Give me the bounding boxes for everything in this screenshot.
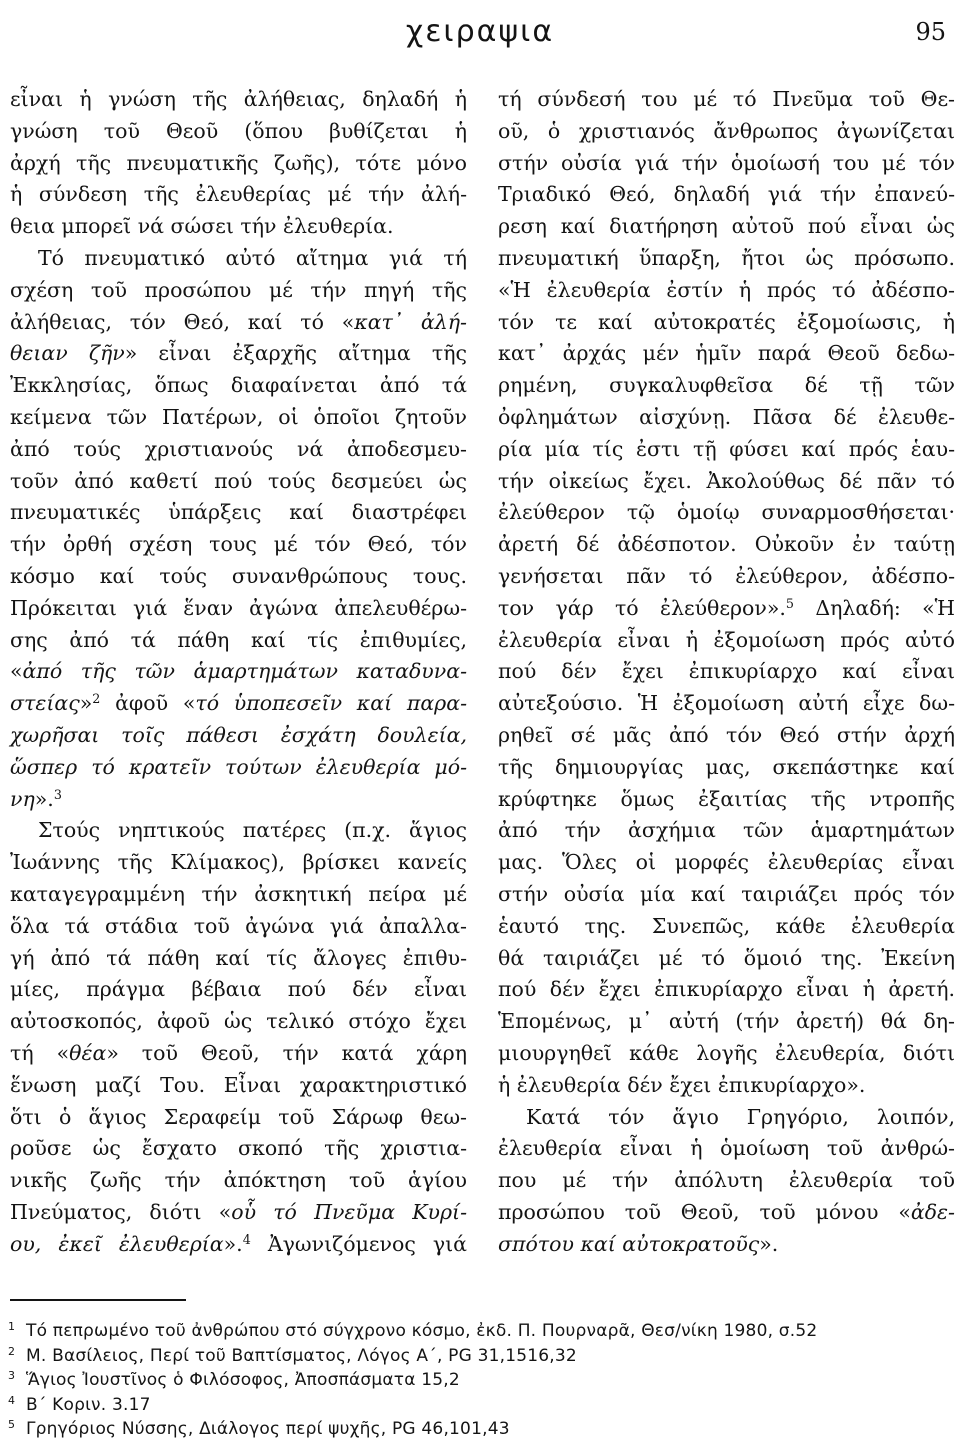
- text-run: κατ᾽ ἀρχάς μέν ἡμῖν παρά Θεοῦ δεδω-: [498, 341, 955, 366]
- text-line: [498, 847, 955, 879]
- text-run: καταγεγραμμένη τήν ἀσκητική πείρα μέ: [10, 881, 467, 906]
- text-line: [498, 943, 955, 975]
- text-run: Ἐκκλησίας, ὅπως διαφαίνεται ἀπό τά: [10, 373, 467, 398]
- text-line: [10, 466, 467, 498]
- text-line: [10, 1229, 467, 1261]
- text-run: ἡ ἐλευθερία δέν ἔχει ἐπικυρίαρχο».: [498, 1072, 866, 1097]
- italic-text: ἀδε-: [910, 1199, 955, 1224]
- text-run: ».: [759, 1231, 779, 1256]
- paragraph: [10, 243, 467, 815]
- text-line: [498, 561, 955, 593]
- text-line: [10, 529, 467, 561]
- text-run: ».: [223, 1231, 243, 1256]
- text-line: [10, 815, 467, 847]
- text-run: ἀπό τήν ἀσχήμια τῶν ἁμαρτημάτων: [498, 818, 955, 843]
- text-line: [10, 1165, 467, 1197]
- footnote-rule: [10, 1299, 186, 1301]
- italic-text: κατ᾽ ἀλή-: [354, 309, 467, 334]
- text-line: [10, 179, 467, 211]
- text-run: ἕνωση μαζί Του. Εἶναι χαρακτηριστικό: [10, 1072, 467, 1097]
- text-line: [498, 815, 955, 847]
- italic-text: οὗ τό Πνεῦμα Κυρί-: [231, 1199, 467, 1224]
- text-line: [498, 243, 955, 275]
- text-run: αὐτεξούσιο. Ἡ ἐξομοίωση αὐτή εἶχε δω-: [498, 691, 955, 716]
- text-run: Δηλαδή: «Ἡ: [794, 595, 955, 620]
- paragraph: [10, 815, 467, 1260]
- text-run: σχέση τοῦ προσώπου μέ τήν πηγή τῆς: [10, 277, 467, 302]
- text-run: μας. Ὅλες οἱ μορφές ἐλευθερίας εἶναι: [498, 850, 955, 875]
- italic-text: ὥσπερ τό κρατεῖν τούτων ἐλευθερία μό-: [10, 754, 467, 779]
- text-run: ρημένη, συγκαλυφθεῖσα δέ τῇ τῶν: [498, 373, 955, 398]
- text-line: [10, 243, 467, 275]
- text-run: ὀφλημάτων αἰσχύνῃ. Πᾶσα δέ ἐλευθε-: [498, 404, 955, 429]
- italic-text: στείας: [10, 691, 80, 716]
- text-line: [498, 116, 955, 148]
- text-run: ἐλεύθερον τῷ ὁμοίῳ συναρμοσθήσεται·: [498, 500, 955, 525]
- footnote: [8, 1345, 948, 1370]
- text-line: [10, 148, 467, 180]
- text-line: [10, 1197, 467, 1229]
- text-run: τή «: [10, 1040, 70, 1065]
- running-title: χειραψια: [405, 14, 555, 49]
- text-run: στήν οὐσία γιά τήν ὁμοίωσή του μέ τόν: [498, 150, 955, 175]
- text-line: [498, 338, 955, 370]
- text-run: «: [10, 659, 23, 684]
- text-run: Τριαδικό Θεό, δηλαδή γιά τήν ἐπανεύ-: [498, 182, 955, 207]
- text-line: [10, 688, 467, 720]
- text-line: [10, 720, 467, 752]
- text-line: [498, 466, 955, 498]
- text-line: [10, 784, 467, 816]
- text-run: ἐλευθερία εἶναι ἡ ὁμοίωση τοῦ ἀνθρώ-: [498, 1136, 955, 1161]
- text-run: πού δέν ἔχει ἐπικυρίαρχο εἶναι ἡ ἀρετή.: [498, 977, 955, 1002]
- text-run: τοῦν ἀπό καθετί πού τούς δεσμεύει ὡς: [10, 468, 467, 493]
- italic-text: χωρῆσαι τοῖς πάθεσι ἐσχάτη δουλεία,: [10, 722, 467, 747]
- text-run: » εἶναι ἐξαρχῆς αἴτημα τῆς: [124, 341, 467, 366]
- italic-text: νη: [10, 786, 35, 811]
- text-line: [498, 370, 955, 402]
- footnote-reference: 5: [785, 595, 794, 611]
- text-run: «Ἡ ἐλευθερία ἐστίν ἡ πρός τό ἀδέσπο-: [498, 277, 955, 302]
- text-line: [10, 497, 467, 529]
- text-line: [498, 275, 955, 307]
- footnote-reference: 2: [92, 691, 101, 707]
- text-line: [498, 497, 955, 529]
- italic-text: ἀπό τῆς τῶν ἁμαρτημάτων καταδυνα-: [22, 659, 467, 684]
- text-line: [498, 656, 955, 688]
- text-line: [498, 752, 955, 784]
- text-run: πνευματικές ὑπάρξεις καί διαστρέφει: [10, 500, 467, 525]
- text-run: προσώπου τοῦ Θεοῦ, τοῦ μόνου «: [498, 1199, 911, 1224]
- paragraph: [498, 1102, 955, 1261]
- text-line: [10, 1102, 467, 1134]
- text-run: μιουργηθεῖ κάθε λογῆς ἐλευθερία, διότι: [498, 1040, 955, 1065]
- left-column: [10, 84, 467, 1260]
- footnote-number: 4: [8, 1393, 16, 1407]
- text-run: Πνεύματος, διότι «: [10, 1199, 232, 1224]
- text-run: Ἀγωνιζόμενος γιά: [250, 1231, 467, 1256]
- text-line: [10, 1006, 467, 1038]
- text-run: τήν οἰκείως ἔχει. Ἀκολούθως δέ πᾶν τό: [498, 468, 955, 493]
- text-run: τῆς δημιουργίας μας, σκεπάστηκε καί: [498, 754, 955, 779]
- text-run: γή ἀπό τά πάθη καί τίς ἄλογες ἐπιθυ-: [10, 945, 467, 970]
- text-run: » τοῦ Θεοῦ, τήν κατά χάρη: [106, 1040, 468, 1065]
- text-line: [498, 879, 955, 911]
- text-run: θά ταιριάζει μέ τό ὅμοιό της. Ἐκείνη: [498, 945, 955, 970]
- italic-text: θέα: [69, 1040, 107, 1065]
- text-line: [498, 1006, 955, 1038]
- text-run: κόσμο καί τούς συνανθρώπους τους.: [10, 563, 467, 588]
- text-run: Πρόκειται γιά ἕναν ἀγώνα ἀπελευθέρω-: [10, 595, 467, 620]
- text-line: [10, 338, 467, 370]
- text-line: [498, 434, 955, 466]
- text-run: Στούς νηπτικούς πατέρες (π.χ. ἅγιος: [38, 818, 467, 843]
- text-line: [498, 148, 955, 180]
- text-run: ἀρετή δέ ἀδέσποτον. Οὐκοῦν ἐν ταύτῃ: [498, 532, 955, 557]
- footnote-number: 5: [8, 1418, 16, 1431]
- text-line: [498, 911, 955, 943]
- text-run: γνώση τοῦ Θεοῦ (ὅπου βυθίζεται ἡ: [10, 118, 467, 143]
- text-run: κρύφτηκε ὅμως ἐξαιτίας τῆς ντροπῆς: [498, 786, 955, 811]
- paragraph: [10, 84, 467, 243]
- text-run: αὐτοσκοπός, ἀφοῦ ὡς τελικό στόχο ἔχει: [10, 1009, 467, 1034]
- text-run: ρία μία τίς ἐστι τῇ φύσει καί πρός ἑαυ-: [498, 436, 955, 461]
- italic-text: ου, ἐκεῖ ἐλευθερία: [10, 1231, 224, 1256]
- text-run: σης ἀπό τά πάθη καί τίς ἐπιθυμίες,: [10, 627, 467, 652]
- text-line: [498, 402, 955, 434]
- footnote-text: Μ. Βασίλειος, Περί τοῦ Βαπτίσματος, Λόγος Α΄, PG 31,1516,32: [26, 1345, 577, 1366]
- text-run: Τό πνευματικό αὐτό αἴτημα γιά τή: [38, 245, 467, 270]
- text-line: [10, 911, 467, 943]
- text-line: [10, 561, 467, 593]
- footnote-number: 1: [8, 1320, 16, 1333]
- text-run: »: [79, 691, 93, 716]
- text-line: [498, 1070, 955, 1102]
- text-line: [10, 402, 467, 434]
- text-line: [498, 1197, 955, 1229]
- footnote: [8, 1394, 948, 1419]
- text-run: στήν οὐσία μία καί ταιριάζει πρός τόν: [498, 881, 955, 906]
- text-run: ροῦσε ὡς ἔσχατο σκοπό τῆς χριστια-: [10, 1136, 467, 1161]
- text-line: [498, 211, 955, 243]
- footnote: [8, 1418, 948, 1443]
- footnote-text: Ἅγιος Ἰουστῖνος ὁ Φιλόσοφος, Ἀποσπάσματα 15,2: [26, 1370, 460, 1390]
- text-run: οῦ, ὁ χριστιανός ἄνθρωπος ἀγωνίζεται: [498, 118, 955, 143]
- text-line: [10, 593, 467, 625]
- text-line: [498, 688, 955, 720]
- text-line: [498, 1133, 955, 1165]
- text-line: [498, 720, 955, 752]
- text-run: ὅτι ὁ ἅγιος Σεραφείμ τοῦ Σάρωφ θεω-: [10, 1104, 467, 1129]
- text-line: [10, 307, 467, 339]
- text-line: [498, 1038, 955, 1070]
- text-run: ἀφοῦ «: [100, 691, 196, 716]
- footnotes: [8, 1320, 948, 1443]
- text-run: τον γάρ τό ἐλεύθερον».: [498, 595, 786, 620]
- text-line: [10, 84, 467, 116]
- text-line: [10, 625, 467, 657]
- text-line: [10, 974, 467, 1006]
- right-column: [498, 84, 955, 1260]
- text-line: [10, 847, 467, 879]
- text-line: [498, 1229, 955, 1261]
- text-run: που μέ τήν ἀπόλυτη ἐλευθερία τοῦ: [498, 1168, 955, 1193]
- italic-text: τό ὑποπεσεῖν καί παρα-: [195, 691, 467, 716]
- footnote-text: Γρηγόριος Νύσσης, Διάλογος περί ψυχῆς, PG 46,101,43: [26, 1419, 510, 1439]
- text-run: ἀπό τούς χριστιανούς νά ἀποδεσμευ-: [10, 436, 467, 461]
- text-line: [498, 307, 955, 339]
- text-line: [10, 943, 467, 975]
- text-line: [498, 529, 955, 561]
- italic-text: σπότου καί αὐτοκρατοῦς: [498, 1231, 760, 1256]
- text-run: εἶναι ἡ γνώση τῆς ἀλήθειας, δηλαδή ἡ: [10, 87, 467, 111]
- text-run: ρηθεῖ σέ μᾶς ἀπό τόν Θεό στήν ἀρχή: [498, 722, 955, 747]
- text-run: ἐλευθερία εἶναι ἡ ἐξομοίωση πρός αὐτό: [498, 627, 955, 652]
- text-run: πνευματική ὕπαρξη, ἤτοι ὡς πρόσωπο.: [498, 245, 955, 270]
- footnote-reference: 3: [53, 786, 62, 802]
- text-line: [498, 84, 955, 116]
- text-line: [10, 211, 467, 243]
- text-run: Κατά τόν ἅγιο Γρηγόριο, λοιπόν,: [526, 1104, 955, 1129]
- text-run: ἀρχή τῆς πνευματικῆς ζωῆς), τότε μόνο: [10, 150, 467, 175]
- text-line: [498, 625, 955, 657]
- text-run: νικῆς ζωῆς τήν ἀπόκτηση τοῦ ἁγίου: [10, 1168, 467, 1193]
- text-run: κείμενα τῶν Πατέρων, οἱ ὁποῖοι ζητοῦν: [10, 404, 467, 429]
- footnote: [8, 1369, 948, 1394]
- paragraph: [498, 84, 955, 1102]
- text-run: πού δέν ἔχει ἐπικυρίαρχο καί εἶναι: [498, 659, 955, 684]
- footnote-number: 2: [8, 1344, 16, 1358]
- text-run: Ἑπομένως, μ᾽ αὐτή (τήν ἀρετή) θά δη-: [498, 1009, 955, 1034]
- footnote-number: 3: [8, 1369, 16, 1382]
- text-line: [498, 784, 955, 816]
- text-run: Ἰωάννης τῆς Κλίμακος), βρίσκει κανείς: [10, 850, 467, 875]
- text-run: ἡ σύνδεση τῆς ἐλευθερίας μέ τήν ἀλή-: [10, 182, 467, 207]
- text-run: ρεση καί διατήρηση αὐτοῦ πού εἶναι ὡς: [498, 214, 955, 239]
- footnote: [8, 1320, 948, 1345]
- footnote-text: Β΄ Κοριν. 3.17: [26, 1394, 151, 1415]
- text-line: [10, 752, 467, 784]
- text-line: [10, 275, 467, 307]
- text-line: [10, 1070, 467, 1102]
- text-run: θεια μπορεῖ νά σώσει τήν ἐλευθερία.: [10, 214, 394, 239]
- text-run: μίες, πράγμα βέβαια πού δέν εἶναι: [10, 977, 467, 1002]
- text-line: [10, 370, 467, 402]
- text-line: [10, 879, 467, 911]
- text-line: [10, 116, 467, 148]
- text-run: ἑαυτό της. Συνεπῶς, κάθε ἐλευθερία: [498, 913, 955, 938]
- text-run: τήν ὀρθή σχέση τους μέ τόν Θεό, τόν: [10, 532, 467, 557]
- text-line: [498, 1102, 955, 1134]
- text-run: ἀλήθειας, τόν Θεό, καί τό «: [10, 309, 355, 334]
- italic-text: θειαν ζῆν: [10, 341, 125, 366]
- text-line: [498, 179, 955, 211]
- footnote-text: Τό πεπρωμένο τοῦ ἀνθρώπου στό σύγχρονο κόσμο, ἐκδ. Π. Πουρναρᾶ, Θεσ/νίκη 1980, σ.52: [26, 1321, 818, 1341]
- text-run: ».: [34, 786, 54, 811]
- text-line: [498, 593, 955, 625]
- text-run: τή σύνδεσή του μέ τό Πνεῦμα τοῦ Θε-: [498, 87, 955, 111]
- text-line: [10, 1133, 467, 1165]
- text-line: [10, 434, 467, 466]
- text-run: ὅλα τά στάδια τοῦ ἀγώνα γιά ἀπαλλα-: [10, 913, 467, 938]
- page-number: 95: [915, 18, 946, 46]
- text-run: τόν τε καί αὐτοκρατές ἐξομοίωσις, ἡ: [498, 309, 955, 334]
- footnote-reference: 4: [242, 1231, 251, 1247]
- text-line: [498, 974, 955, 1006]
- text-line: [10, 656, 467, 688]
- text-line: [10, 1038, 467, 1070]
- text-line: [498, 1165, 955, 1197]
- text-run: γενήσεται πᾶν τό ἐλεύθερον, ἀδέσπο-: [498, 563, 955, 588]
